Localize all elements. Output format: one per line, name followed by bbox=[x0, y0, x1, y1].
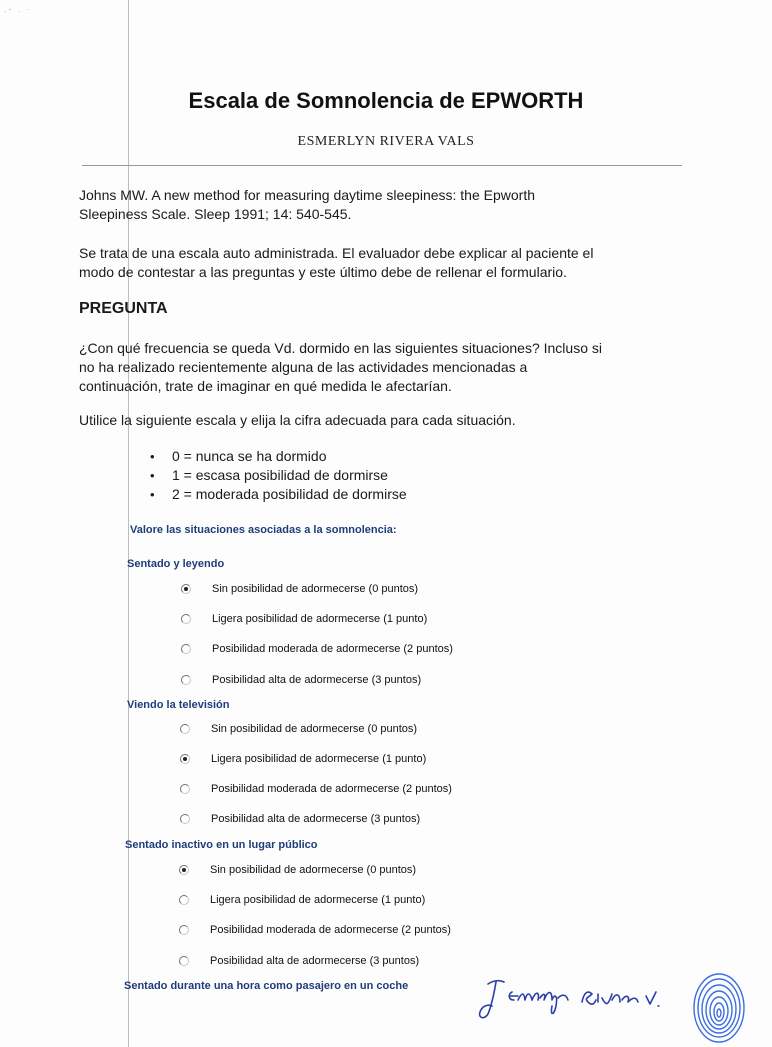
option-label: Ligera posibilidad de adormecerse (1 punto) bbox=[212, 613, 428, 625]
reference-citation bbox=[79, 186, 679, 224]
scan-corner-mark: .- . · bbox=[4, 4, 32, 14]
option-row[interactable] bbox=[180, 721, 417, 737]
option-row[interactable] bbox=[181, 611, 427, 627]
patient-name: ESMERLYN RIVERA VALS bbox=[297, 134, 475, 149]
category-inactivo-lugar-publico: Sentado inactivo en un lugar público bbox=[125, 839, 318, 851]
option-row[interactable] bbox=[180, 811, 420, 827]
option-label: Posibilidad alta de adormecerse (3 puntos) bbox=[212, 674, 422, 686]
fingerprint-ridges bbox=[694, 974, 744, 1042]
radio-button[interactable] bbox=[181, 614, 191, 624]
radio-button[interactable] bbox=[180, 754, 190, 764]
radio-button[interactable] bbox=[181, 675, 191, 685]
option-label: Posibilidad alta de adormecerse (3 puntos) bbox=[210, 955, 420, 967]
option-label: Sin posibilidad de adormecerse (0 puntos) bbox=[210, 864, 417, 876]
header-divider bbox=[82, 165, 682, 166]
radio-button[interactable] bbox=[181, 584, 191, 594]
radio-button[interactable] bbox=[179, 925, 189, 935]
option-row[interactable] bbox=[179, 953, 419, 969]
option-row[interactable] bbox=[181, 672, 421, 688]
option-label: Ligera posibilidad de adormecerse (1 punto) bbox=[211, 753, 427, 765]
document-title: Escala de Somnolencia de EPWORTH bbox=[188, 88, 584, 113]
question-line-2: no ha realizado recientemente alguna de las actividades mencionadas a bbox=[79, 359, 528, 375]
category-sentado-leyendo: Sentado y leyendo bbox=[127, 558, 225, 570]
description-paragraph bbox=[79, 244, 679, 282]
option-label: Posibilidad moderada de adormecerse (2 puntos) bbox=[212, 643, 453, 655]
radio-button[interactable] bbox=[179, 865, 189, 875]
handwritten-signature bbox=[470, 970, 680, 1030]
scan-fold-line bbox=[128, 0, 129, 1047]
radio-button[interactable] bbox=[180, 814, 190, 824]
question-line-3: continuación, trate de imaginar en qué medida le afectarían. bbox=[79, 378, 452, 394]
question-line-1: ¿Con qué frecuencia se queda Vd. dormido en las siguientes situaciones? Incluso si bbox=[79, 340, 602, 356]
option-row[interactable] bbox=[179, 892, 425, 908]
description-line-2: modo de contestar a las preguntas y este último debe de rellenar el formulario. bbox=[79, 264, 567, 280]
option-label: Sin posibilidad de adormecerse (0 puntos) bbox=[212, 583, 419, 595]
option-row[interactable] bbox=[181, 641, 453, 657]
radio-button[interactable] bbox=[179, 895, 189, 905]
scale-item: • 0 = nunca se ha dormido bbox=[172, 447, 407, 466]
reference-line-1: Johns MW. A new method for measuring daytime sleepiness: the Epworth bbox=[79, 187, 536, 203]
category-viendo-television: Viendo la televisión bbox=[127, 699, 230, 711]
fingerprint-image bbox=[692, 970, 746, 1044]
option-row[interactable] bbox=[180, 751, 426, 767]
scale-item: • 1 = escasa posibilidad de dormirse bbox=[172, 466, 407, 485]
radio-button[interactable] bbox=[180, 724, 190, 734]
option-label: Posibilidad moderada de adormecerse (2 puntos) bbox=[210, 924, 451, 936]
form-intro: Valore las situaciones asociadas a la somnolencia: bbox=[130, 524, 397, 536]
option-label: Ligera posibilidad de adormecerse (1 punto) bbox=[210, 894, 426, 906]
radio-button[interactable] bbox=[180, 784, 190, 794]
option-row[interactable] bbox=[181, 581, 418, 597]
description-line-1: Se trata de una escala auto administrada. El evaluador debe explicar al paciente el bbox=[79, 245, 594, 261]
scale-item: • 2 = moderada posibilidad de dormirse bbox=[172, 485, 407, 504]
option-label: Posibilidad alta de adormecerse (3 puntos) bbox=[211, 813, 421, 825]
category-pasajero-coche: Sentado durante una hora como pasajero en un coche bbox=[124, 980, 409, 992]
signature-ink bbox=[480, 981, 659, 1018]
option-label: Posibilidad moderada de adormecerse (2 puntos) bbox=[211, 783, 452, 795]
option-label: Sin posibilidad de adormecerse (0 puntos) bbox=[211, 723, 418, 735]
question-heading: PREGUNTA bbox=[79, 300, 168, 317]
instruction-text: Utilice la siguiente escala y elija la cifra adecuada para cada situación. bbox=[79, 412, 516, 428]
option-row[interactable] bbox=[180, 781, 452, 797]
option-row[interactable] bbox=[179, 862, 416, 878]
radio-button[interactable] bbox=[181, 644, 191, 654]
question-paragraph bbox=[79, 339, 679, 396]
radio-button[interactable] bbox=[179, 956, 189, 966]
scale-list bbox=[172, 447, 407, 504]
reference-line-2: Sleepiness Scale. Sleep 1991; 14: 540-545. bbox=[79, 206, 352, 222]
option-row[interactable] bbox=[179, 922, 451, 938]
